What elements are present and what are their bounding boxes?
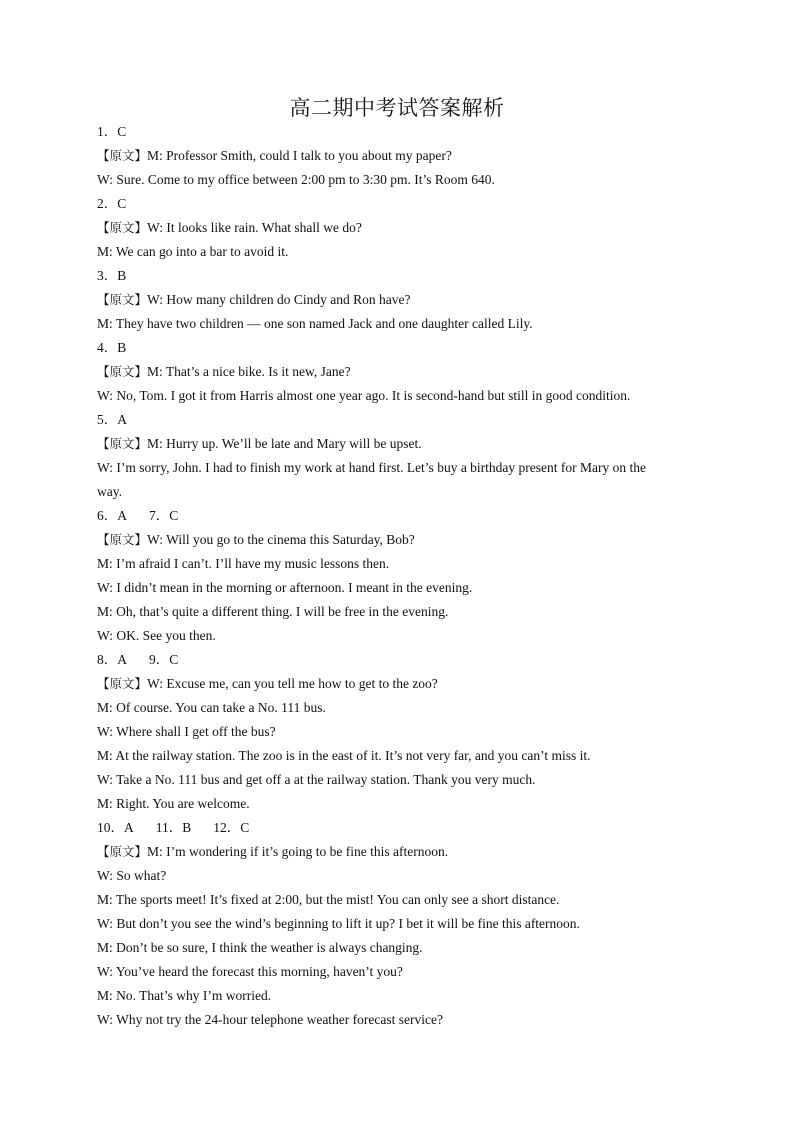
transcript-tag: 【原文】 <box>97 436 148 451</box>
answer-item: 10．A <box>97 820 134 835</box>
transcript-text: W: Sure. Come to my office between 2:00 pm to 3:30 pm. It’s Room 640. <box>97 172 495 187</box>
transcript-line <box>97 744 687 768</box>
transcript-text: M: Professor Smith, could I talk to you about my paper? <box>147 148 452 163</box>
answer-line <box>97 816 687 840</box>
transcript-tag: 【原文】 <box>97 148 148 163</box>
answer-line <box>97 504 687 528</box>
transcript-text: W: But don’t you see the wind’s beginning to lift it up? I bet it will be fine this afternoon. <box>97 916 580 931</box>
transcript-line <box>97 960 687 984</box>
answer-item: 7．C <box>149 508 179 523</box>
transcript-text: M: They have two children — one son named Jack and one daughter called Lily. <box>97 316 533 331</box>
transcript-line <box>97 528 687 552</box>
transcript-text: W: I didn’t mean in the morning or afternoon. I meant in the evening. <box>97 580 473 595</box>
transcript-line <box>97 240 687 264</box>
transcript-text: M: Oh, that’s quite a different thing. I will be free in the evening. <box>97 604 449 619</box>
transcript-line <box>97 288 687 312</box>
transcript-line <box>97 792 687 816</box>
transcript-line <box>97 912 687 936</box>
answer-line <box>97 192 687 216</box>
transcript-line <box>97 480 687 504</box>
transcript-line <box>97 864 687 888</box>
answer-item: 11．B <box>155 820 192 835</box>
transcript-line <box>97 888 687 912</box>
transcript-text: W: Where shall I get off the bus? <box>97 724 276 739</box>
answer-item: 1．C <box>97 124 127 139</box>
answer-line <box>97 336 687 360</box>
answer-item: 6．A <box>97 508 127 523</box>
transcript-line <box>97 840 687 864</box>
transcript-text: W: Will you go to the cinema this Saturday, Bob? <box>147 532 415 547</box>
answer-line <box>97 120 687 144</box>
answer-item: 12．C <box>213 820 250 835</box>
transcript-line <box>97 576 687 600</box>
transcript-line <box>97 600 687 624</box>
transcript-text: M: The sports meet! It’s fixed at 2:00, but the mist! You can only see a short distance. <box>97 892 560 907</box>
answer-line <box>97 408 687 432</box>
transcript-tag: 【原文】 <box>97 364 148 379</box>
answer-item: 8．A <box>97 652 127 667</box>
answer-item: 4．B <box>97 340 127 355</box>
answer-line <box>97 264 687 288</box>
transcript-text: W: Excuse me, can you tell me how to get to the zoo? <box>147 676 438 691</box>
transcript-text: M: Right. You are welcome. <box>97 796 250 811</box>
transcript-text: W: It looks like rain. What shall we do? <box>147 220 362 235</box>
transcript-line <box>97 1008 687 1032</box>
transcript-line <box>97 216 687 240</box>
transcript-line <box>97 456 687 480</box>
transcript-line <box>97 624 687 648</box>
answer-item: 5．A <box>97 412 127 427</box>
transcript-text: M: At the railway station. The zoo is in the east of it. It’s not very far, and you can’t miss it. <box>97 748 591 763</box>
transcript-text: W: You’ve heard the forecast this morning, haven’t you? <box>97 964 403 979</box>
answer-line <box>97 648 687 672</box>
transcript-text: W: Take a No. 111 bus and get off a at the railway station. Thank you very much. <box>97 772 536 787</box>
transcript-line <box>97 552 687 576</box>
transcript-tag: 【原文】 <box>97 844 148 859</box>
transcript-tag: 【原文】 <box>97 292 148 307</box>
transcript-text: W: How many children do Cindy and Ron have? <box>147 292 411 307</box>
answer-item: 3．B <box>97 268 127 283</box>
transcript-text: M: No. That’s why I’m worried. <box>97 988 272 1003</box>
transcript-text: W: So what? <box>97 868 167 883</box>
transcript-line <box>97 384 687 408</box>
transcript-line <box>97 672 687 696</box>
transcript-line <box>97 984 687 1008</box>
transcript-text: M: Of course. You can take a No. 111 bus. <box>97 700 326 715</box>
transcript-text: M: I’m afraid I can’t. I’ll have my music lessons then. <box>97 556 390 571</box>
transcript-text: W: Why not try the 24-hour telephone weather forecast service? <box>97 1012 443 1027</box>
transcript-text: M: I’m wondering if it’s going to be fine this afternoon. <box>147 844 449 859</box>
transcript-text: W: I’m sorry, John. I had to finish my work at hand first. Let’s buy a birthday present for Mary on the <box>97 460 647 475</box>
transcript-line <box>97 168 687 192</box>
transcript-tag: 【原文】 <box>97 676 148 691</box>
transcript-text: M: That’s a nice bike. Is it new, Jane? <box>147 364 351 379</box>
transcript-line <box>97 144 687 168</box>
transcript-text: M: Don’t be so sure, I think the weather is always changing. <box>97 940 423 955</box>
page-title: 高二期中考试答案解析 <box>289 96 505 120</box>
answer-item: 2．C <box>97 196 127 211</box>
transcript-line <box>97 696 687 720</box>
transcript-text: M: We can go into a bar to avoid it. <box>97 244 289 259</box>
transcript-line <box>97 312 687 336</box>
transcript-line <box>97 360 687 384</box>
transcript-line <box>97 936 687 960</box>
answer-key-body <box>97 120 687 1032</box>
transcript-text: W: OK. See you then. <box>97 628 216 643</box>
transcript-tag: 【原文】 <box>97 532 148 547</box>
transcript-text: way. <box>97 484 122 499</box>
transcript-line <box>97 720 687 744</box>
transcript-line <box>97 768 687 792</box>
transcript-text: M: Hurry up. We’ll be late and Mary will be upset. <box>147 436 422 451</box>
transcript-line <box>97 432 687 456</box>
transcript-text: W: No, Tom. I got it from Harris almost one year ago. It is second-hand but still in good condition. <box>97 388 631 403</box>
answer-item: 9．C <box>149 652 179 667</box>
transcript-tag: 【原文】 <box>97 220 148 235</box>
